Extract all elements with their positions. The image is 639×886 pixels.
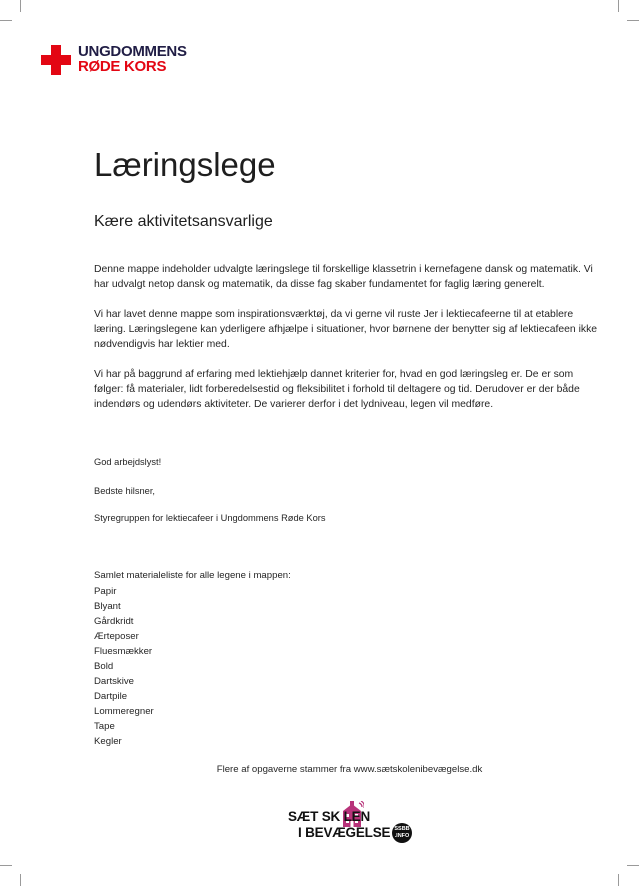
list-item: Dartpile — [94, 691, 128, 702]
logo-line1: UNGDOMMENS — [78, 43, 187, 60]
closing-signature: Styregruppen for lektiecafeer i Ungdommens Røde Kors — [94, 513, 326, 523]
crop-mark — [627, 865, 639, 866]
list-item: Ærteposer — [94, 631, 139, 642]
materials-heading: Samlet materialeliste for alle legene i mappen: — [94, 570, 291, 581]
badge-line1: SSBB — [394, 826, 410, 832]
paragraph: Vi har på baggrund af erfaring med lektiehjælp dannet kriterier for, hvad en god læringsleg er. De er som følger: få materialer, lidt forberedelsestid og fleksibilitet i forhold til deltagere og tid. Derudover er der både indendørs og udendørs aktiviteter. De varierer derfor i det lydniveau, legen vil medføre. — [94, 369, 580, 410]
bottom-logo-line2: I BEVÆGELSE — [298, 825, 391, 840]
list-item: Blyant — [94, 601, 121, 612]
logo-line2: RØDE KORS — [78, 58, 167, 75]
list-item: Papir — [94, 586, 117, 597]
ssbb-info-badge — [392, 823, 412, 843]
crop-mark — [20, 0, 21, 12]
footer-source-note: Flere af opgaverne stammer fra www.sætskolenibevægelse.dk — [216, 764, 483, 775]
list-item: Tape — [94, 721, 115, 732]
list-item: Kegler — [94, 736, 122, 747]
list-item: Dartskive — [94, 676, 134, 687]
paragraph: Denne mappe indeholder udvalgte læringslege til forskellige klassetrin i kernefagene dansk og matematik. Vi har udvalgt netop dansk og matematik, da disse fag skaber fundamentet for faglig læring generelt. — [94, 264, 593, 290]
list-item: Fluesmækker — [94, 646, 153, 657]
list-item: Bold — [94, 661, 114, 672]
crop-mark — [618, 874, 619, 886]
crop-mark — [20, 874, 21, 886]
crop-mark — [0, 20, 12, 21]
crop-mark — [618, 0, 619, 12]
page-title: Læringslege — [94, 146, 276, 183]
logo-text — [78, 44, 187, 74]
closing-greeting: Bedste hilsner, — [94, 486, 155, 496]
crop-mark — [627, 20, 639, 21]
bottom-logo-line1: SÆT SK LEN — [288, 809, 371, 824]
salutation: Kære aktivitetsansvarlige — [94, 213, 273, 230]
materials-list — [94, 568, 291, 749]
crop-mark — [0, 865, 12, 866]
list-item: Lommeregner — [94, 706, 154, 717]
intro-body — [94, 262, 604, 427]
badge-line2: .INFO — [394, 833, 410, 839]
closing-wish: God arbejdslyst! — [94, 457, 162, 467]
list-item: Gårdkridt — [94, 616, 134, 627]
red-cross-icon — [41, 45, 71, 75]
saet-skolen-i-bevaegelse-logo — [288, 793, 420, 853]
paragraph: Vi har lavet denne mappe som inspirationsværktøj, da vi gerne vil ruste Jer i lektiecafeerne til at etablere læring. Læringslegene kan yderligere afhjælpe i situationer, hvor børnene der benytter sig af lektiecafeen ikke nødvendigvis har lektier med. — [94, 309, 598, 350]
